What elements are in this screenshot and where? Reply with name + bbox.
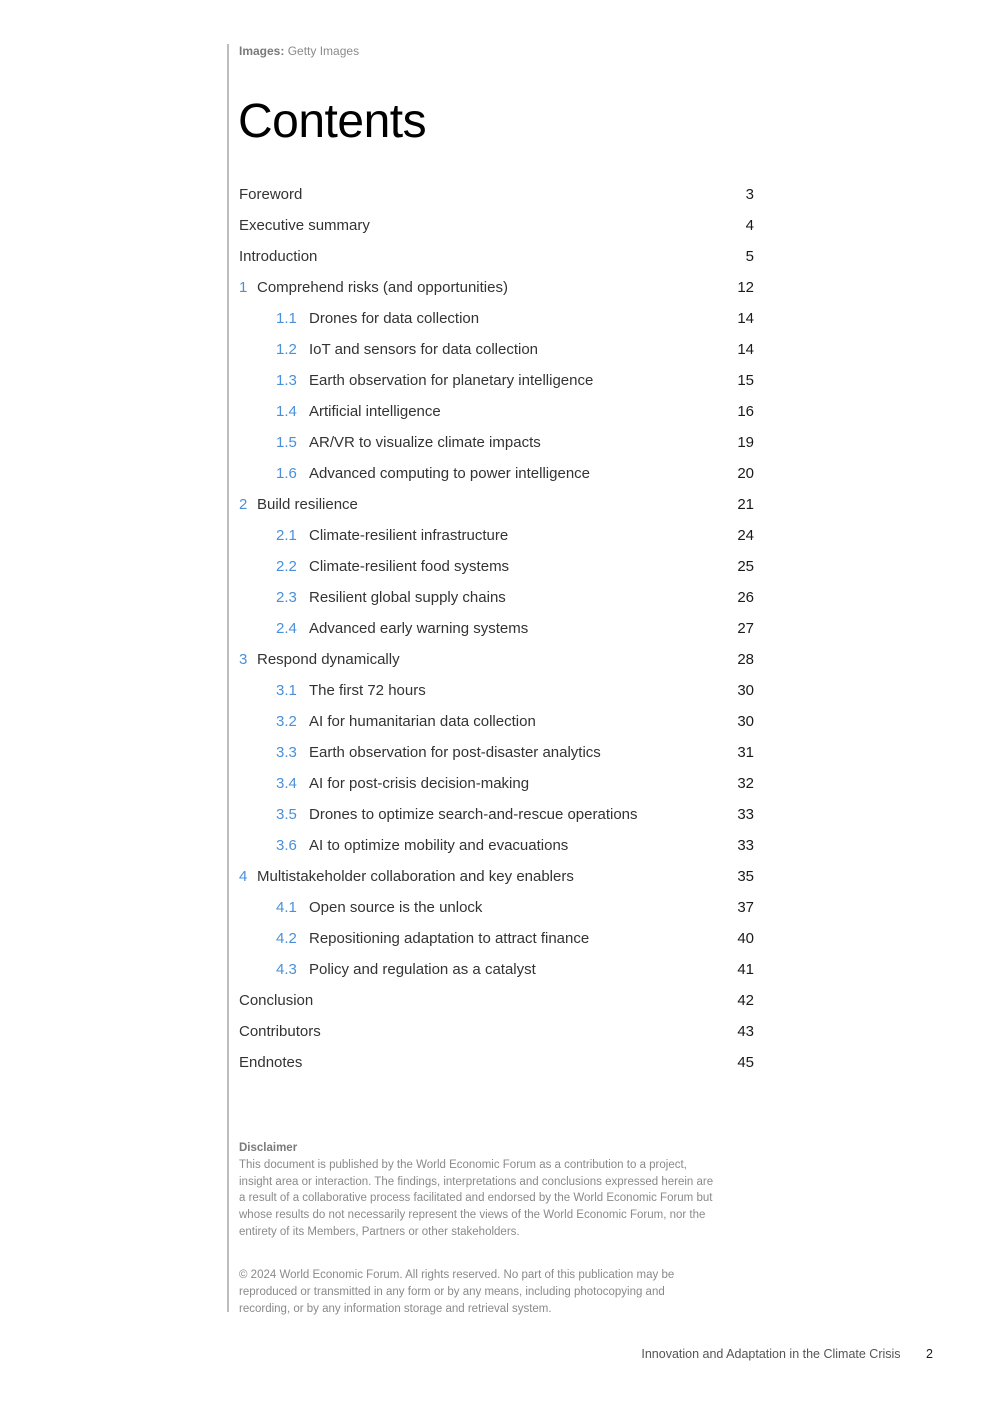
toc-entry-label: Foreword <box>239 186 303 203</box>
toc-entry-number: 3.3 <box>276 744 297 761</box>
toc-entry-number: 2.1 <box>276 527 297 544</box>
toc-entry-label: Open source is the unlock <box>309 899 483 916</box>
toc-entry-page: 24 <box>737 527 754 544</box>
page-footer <box>641 1347 933 1361</box>
toc-entry-number: 1.4 <box>276 403 297 420</box>
toc-entry[interactable] <box>239 768 754 799</box>
toc-entry-number: 1 <box>239 279 248 296</box>
image-credit-value: Getty Images <box>287 44 360 58</box>
toc-entry-page: 25 <box>737 558 754 575</box>
disclaimer-text: This document is published by the World Economic Forum as a contribution to a project, insight area or interaction. The findings, interpretations and conclusions expressed herein are a result of a collaborative process facilitated and endorsed by the World Economic Forum but whose results do not necessarily represent the views of the World Economic Forum, nor the entirety of its Members, Partners or other stakeholders. <box>239 1158 714 1238</box>
toc-entry-page: 43 <box>737 1023 754 1040</box>
disclaimer-heading: Disclaimer <box>239 1142 298 1154</box>
image-credit-label: Images: <box>239 44 285 58</box>
toc-entry[interactable] <box>239 706 754 737</box>
toc-entry[interactable] <box>239 1016 754 1047</box>
toc-entry-page: 14 <box>737 310 754 327</box>
toc-entry-label: Respond dynamically <box>257 651 400 668</box>
toc-entry-number: 4 <box>239 868 248 885</box>
toc-entry-label: The first 72 hours <box>309 682 426 699</box>
toc-entry-label: Comprehend risks (and opportunities) <box>257 279 508 296</box>
toc-entry-label: Climate-resilient food systems <box>309 558 510 575</box>
toc-entry-number: 2.2 <box>276 558 297 575</box>
toc-entry-label: Earth observation for planetary intelligence <box>309 372 594 389</box>
toc-entry[interactable] <box>239 458 754 489</box>
toc-entry-label: Artificial intelligence <box>309 403 441 420</box>
toc-entry-label: Drones to optimize search-and-rescue operations <box>309 806 638 823</box>
toc-entry-label: Multistakeholder collaboration and key enablers <box>257 868 574 885</box>
toc-entry[interactable] <box>239 613 754 644</box>
toc-entry-number: 1.2 <box>276 341 297 358</box>
toc-entry[interactable] <box>239 830 754 861</box>
toc-entry[interactable] <box>239 241 754 272</box>
toc-entry-number: 3.1 <box>276 682 297 699</box>
toc-entry-label: Executive summary <box>239 217 370 234</box>
toc-entry-page: 19 <box>737 434 754 451</box>
toc-entry-page: 33 <box>737 806 754 823</box>
toc-entry-label: Policy and regulation as a catalyst <box>309 961 536 978</box>
toc-entry-label: AI for post-crisis decision-making <box>309 775 530 792</box>
toc-entry[interactable] <box>239 923 754 954</box>
toc-entry-page: 20 <box>737 465 754 482</box>
toc-entry-label: Advanced early warning systems <box>309 620 529 637</box>
footer-page-number: 2 <box>926 1347 933 1361</box>
toc-entry[interactable] <box>239 737 754 768</box>
toc-entry-number: 3.6 <box>276 837 297 854</box>
toc-entry-page: 4 <box>745 217 754 234</box>
toc-entry-label: Earth observation for post-disaster analytics <box>309 744 601 761</box>
vertical-rule <box>227 44 229 1312</box>
toc-entry[interactable] <box>239 303 754 334</box>
footer-doc-title: Innovation and Adaptation in the Climate Crisis <box>641 1347 901 1361</box>
toc-entry-number: 3.2 <box>276 713 297 730</box>
toc-entry-number: 3.4 <box>276 775 297 792</box>
toc-entry-number: 3.5 <box>276 806 297 823</box>
toc-entry[interactable] <box>239 365 754 396</box>
toc-entry[interactable] <box>239 1047 754 1078</box>
toc-entry[interactable] <box>239 489 754 520</box>
toc-entry-page: 40 <box>737 930 754 947</box>
toc-entry-number: 1.5 <box>276 434 297 451</box>
toc-entry-label: Climate-resilient infrastructure <box>309 527 509 544</box>
page-title: Contents <box>238 95 427 148</box>
toc-entry-page: 21 <box>737 496 754 513</box>
toc-entry-page: 37 <box>737 899 754 916</box>
toc-entry-number: 4.2 <box>276 930 297 947</box>
toc-entry-label: Conclusion <box>239 992 314 1009</box>
toc-entry-number: 1.1 <box>276 310 297 327</box>
toc-entry[interactable] <box>239 799 754 830</box>
toc-entry[interactable] <box>239 985 754 1016</box>
toc-entry-label: Endnotes <box>239 1054 303 1071</box>
toc-entry-label: Advanced computing to power intelligence <box>309 465 591 482</box>
toc-entry-page: 5 <box>745 248 754 265</box>
toc-entry-label: AI for humanitarian data collection <box>309 713 536 730</box>
toc-entry-number: 4.3 <box>276 961 297 978</box>
toc-entry-label: AI to optimize mobility and evacuations <box>309 837 569 854</box>
toc-entry-number: 2.3 <box>276 589 297 606</box>
toc-entry-label: Resilient global supply chains <box>309 589 506 606</box>
toc-entry-number: 1.6 <box>276 465 297 482</box>
toc-entry-label: Drones for data collection <box>309 310 480 327</box>
toc-entry[interactable] <box>239 861 754 892</box>
toc-entry[interactable] <box>239 210 754 241</box>
toc-entry-number: 1.3 <box>276 372 297 389</box>
toc-entry-page: 33 <box>737 837 754 854</box>
toc-entry-page: 28 <box>737 651 754 668</box>
toc-entry[interactable] <box>239 954 754 985</box>
toc-entry-page: 14 <box>737 341 754 358</box>
toc-entry-page: 26 <box>737 589 754 606</box>
toc-entry[interactable] <box>239 582 754 613</box>
toc-entry-number: 2 <box>239 496 248 513</box>
toc-entry-page: 16 <box>737 403 754 420</box>
toc-entry[interactable] <box>239 427 754 458</box>
toc-entry[interactable] <box>239 179 754 210</box>
toc-entry[interactable] <box>239 675 754 706</box>
toc-entry-page: 30 <box>737 682 754 699</box>
toc-entry-page: 35 <box>737 868 754 885</box>
toc-entry-label: Contributors <box>239 1023 321 1040</box>
toc-entry-label: IoT and sensors for data collection <box>309 341 539 358</box>
toc-entry-page: 12 <box>737 279 754 296</box>
toc-entry-number: 3 <box>239 651 248 668</box>
toc-entry-page: 31 <box>737 744 754 761</box>
toc-entry-page: 3 <box>745 186 754 203</box>
toc-entry[interactable] <box>239 272 754 303</box>
toc-entry-label: Repositioning adaptation to attract finance <box>309 930 590 947</box>
toc-entry-page: 15 <box>737 372 754 389</box>
copyright-notice: © 2024 World Economic Forum. All rights reserved. No part of this publication may be reproduced or transmitted in any form or by any means, including photocopying and recording, or by any information storage and retrieval system. <box>239 1269 675 1315</box>
toc-entry[interactable] <box>239 551 754 582</box>
toc-entry-page: 45 <box>737 1054 754 1071</box>
toc-entry[interactable] <box>239 892 754 923</box>
toc-entry[interactable] <box>239 334 754 365</box>
toc-entry-number: 4.1 <box>276 899 297 916</box>
toc-entry-label: Introduction <box>239 248 318 265</box>
table-of-contents <box>239 179 754 1078</box>
disclaimer <box>239 1140 719 1241</box>
toc-entry-page: 30 <box>737 713 754 730</box>
toc-entry-page: 32 <box>737 775 754 792</box>
toc-entry-label: AR/VR to visualize climate impacts <box>309 434 541 451</box>
toc-entry[interactable] <box>239 644 754 675</box>
toc-entry-label: Build resilience <box>257 496 358 513</box>
toc-entry-page: 41 <box>737 961 754 978</box>
image-credit <box>239 44 359 58</box>
toc-entry[interactable] <box>239 520 754 551</box>
toc-entry-number: 2.4 <box>276 620 297 637</box>
toc-entry[interactable] <box>239 396 754 427</box>
toc-entry-page: 42 <box>737 992 754 1009</box>
toc-entry-page: 27 <box>737 620 754 637</box>
